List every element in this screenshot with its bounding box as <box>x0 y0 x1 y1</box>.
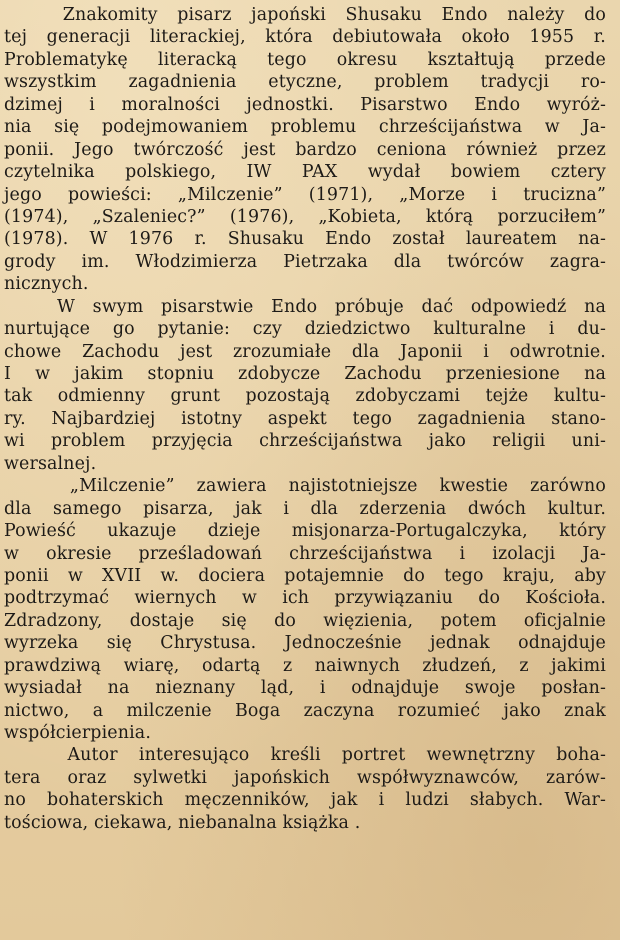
text-line: no bohaterskich męczenników, jak i ludzi słabych. War- <box>4 790 606 811</box>
text-line: dla samego pisarza, jak i dla zderzenia dwóch kultur. <box>4 498 606 519</box>
text-line: (1978). W 1976 r. Shusaku Endo został laureatem na- <box>4 229 606 250</box>
paragraph-2 <box>4 296 606 476</box>
paragraph-4 <box>4 744 606 834</box>
text-line: czytelnika polskiego, IW PAX wydał bowiem cztery <box>4 162 606 183</box>
paragraph-3 <box>4 475 606 744</box>
text-line: nictwo, a milczenie Boga zaczyna rozumieć jako znak <box>4 700 606 721</box>
text-line: grody im. Włodzimierza Pietrzaka dla twórców zagra- <box>4 251 606 272</box>
text-line: tej generacji literackiej, która debiutowała około 1955 r. <box>4 27 606 48</box>
article-text <box>4 4 606 834</box>
text-line: Autor interesująco kreśli portret wewnętrzny boha- <box>4 745 606 766</box>
text-line: „Milczenie” zawiera najistotniejsze kwestie zarówno <box>4 476 606 497</box>
text-line: chowe Zachodu jest zrozumiałe dla Japonii i odwrotnie. <box>4 341 606 362</box>
text-line: (1974), „Szaleniec?” (1976), „Kobieta, którą porzuciłem” <box>4 206 606 227</box>
text-line: wszystkim zagadnienia etyczne, problem tradycji ro- <box>4 72 606 93</box>
text-line: Zdradzony, dostaje się do więzienia, potem oficjalnie <box>4 610 606 631</box>
text-line: nurtujące go pytanie: czy dziedzictwo kulturalne i du- <box>4 319 606 340</box>
text-line: Powieść ukazuje dzieje misjonarza-Portugalczyka, który <box>4 521 606 542</box>
text-line: tera oraz sylwetki japońskich współwyznawców, zarów- <box>4 767 606 788</box>
text-line: ry. Najbardziej istotny aspekt tego zagadnienia stano- <box>4 408 606 429</box>
text-line: Problematykę literacką tego okresu kształtują przede <box>4 49 606 70</box>
text-line: wi problem przyjęcia chrześcijaństwa jako religii uni- <box>4 431 606 452</box>
text-line: prawdziwą wiarę, odartą z naiwnych złudzeń, z jakimi <box>4 655 606 676</box>
text-line: ponii w XVII w. dociera potajemnie do tego kraju, aby <box>4 565 606 586</box>
text-line: ponii. Jego twórczość jest bardzo ceniona również przez <box>4 139 606 160</box>
text-line: w okresie prześladowań chrześcijaństwa i izolacji Ja- <box>4 543 606 564</box>
text-line: W swym pisarstwie Endo próbuje dać odpowiedź na <box>4 296 606 317</box>
text-line: wersalnej. <box>4 453 97 474</box>
text-line: podtrzymać wiernych w ich przywiązaniu do Kościoła. <box>4 588 606 609</box>
text-line: dzimej i moralności jednostki. Pisarstwo Endo wyróż- <box>4 94 606 115</box>
text-line: Znakomity pisarz japoński Shusaku Endo należy do <box>4 5 606 25</box>
text-line: I w jakim stopniu zdobycze Zachodu przeniesione na <box>4 364 606 384</box>
text-line: nia się podejmowaniem problemu chrześcijaństwa w Ja- <box>4 117 606 138</box>
text-line: jego powieści: „Milczenie” (1971), „Morze i trucizna” <box>4 184 606 205</box>
paragraph-1 <box>4 4 606 296</box>
text-line: tościowa, ciekawa, niebanalna książka . <box>4 812 361 833</box>
text-line: nicznych. <box>4 274 89 295</box>
text-line: tak odmienny grunt pozostają zdobyczami tejże kultu- <box>4 386 606 407</box>
text-line: wysiadał na nieznany ląd, i odnajduje swoje posłan- <box>4 678 606 699</box>
text-line: współcierpienia. <box>4 723 152 743</box>
text-line: wyrzeka się Chrystusa. Jednocześnie jednak odnajduje <box>4 633 606 654</box>
